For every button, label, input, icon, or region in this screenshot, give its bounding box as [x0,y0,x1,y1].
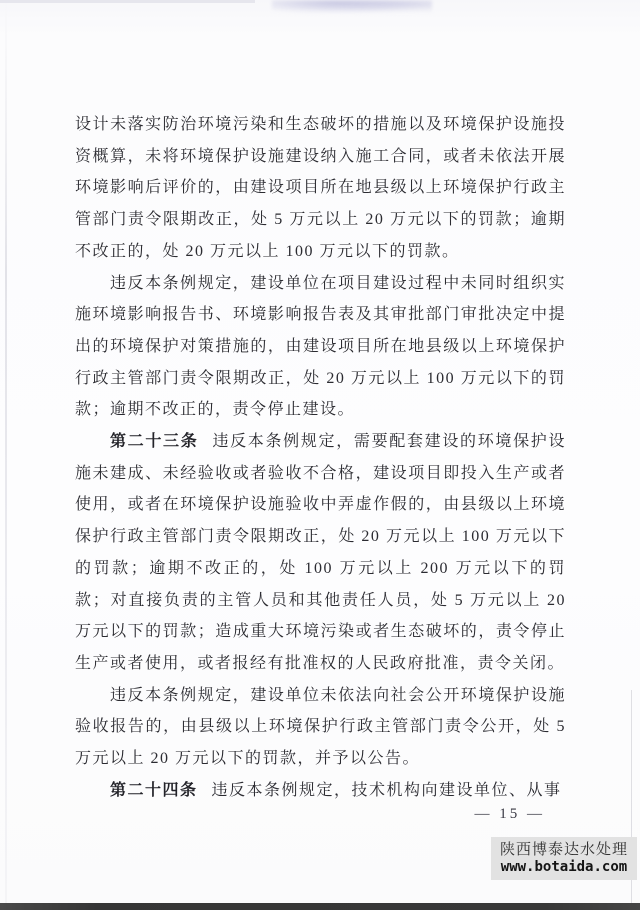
legal-paragraph [75,680,566,775]
paragraph-text: 违反本条例规定，建设单位在项目建设过程中未同时组织实施环境影响报告书、环境影响报告表及其审批部门审批决定中提出的环境保护对策措施的，由建设项目所在地县级以上环境保护行政主管部门责令限期改正，处 20 万元以上 100 万元以下的罚款；逾期不改正的，责令停止建设。 [75,274,566,419]
watermark [491,837,637,880]
legal-paragraph [75,109,566,268]
article-number-heading: 第二十三条 [110,433,199,451]
paragraph-text: 违反本条例规定，技术机构向建设单位、从事 [211,781,562,799]
paragraph-text: 违反本条例规定，建设单位未依法向社会公开环境保护设施验收报告的，由县级以上环境保护行政主管部门责令公开，处 5 万元以上 20 万元以下的罚款，并予以公告。 [75,686,566,768]
paragraph-text: 设计未落实防治环境污染和生态破坏的措施以及环境保护设施投资概算，未将环境保护设施建设纳入施工合同，或者未依法开展环境影响后评价的，由建设项目所在地县级以上环境保护行政主管部门责令限期改正，处 5 万元以上 20 万元以下的罚款；逾期不改正的，处 20 万元以上 100 万元以下的罚款。 [75,116,566,260]
scan-artifact-left-edge [5,0,7,903]
scan-artifact-bottom-edge [0,903,640,910]
scan-artifact-top-smudge [272,0,432,13]
page-number: — 15 — [474,806,545,822]
watermark-url: www.botaida.com [500,858,628,875]
paragraph-text: 违反本条例规定，需要配套建设的环境保护设施未建成、未经验收或者验收不合格，建设项目即投入生产或者使用，或者在环境保护设施验收中弄虚作假的，由县级以上环境保护行政主管部门责令限期改正，处 20 万元以上 100 万元以下的罚款；逾期不改正的，处 100 万元以上 200 万元以下的罚款；对直接负责的主管人员和其他责任人员，处 5 万元以上 20 万元以下的罚款；造成重大环境污染或者生态破坏的，责令停止生产或者使用，或者报经有批准权的人民政府批准，责令关闭。 [75,433,566,672]
document-text-block [75,109,566,806]
legal-paragraph [75,775,566,807]
legal-paragraph [75,426,566,680]
article-number-heading: 第二十四条 [110,781,198,799]
legal-paragraph [75,268,566,427]
watermark-company: 陕西博泰达水处理 [499,839,628,858]
scan-artifact-top-streak [0,0,255,3]
